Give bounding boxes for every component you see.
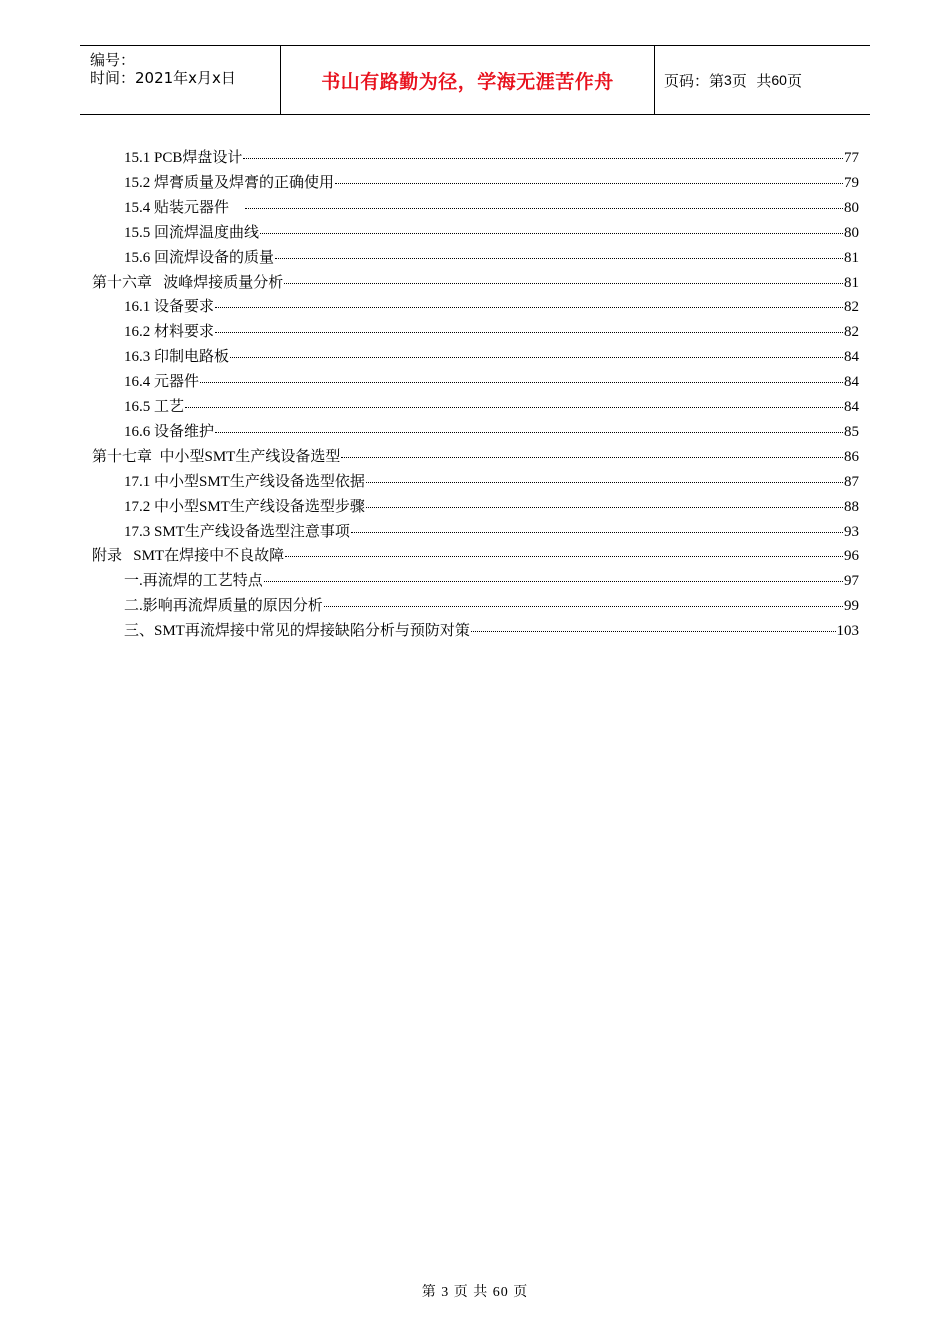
toc-entry-title: 15.4 贴装元器件 (124, 199, 245, 216)
toc-leader-dots (264, 581, 843, 582)
toc-entry[interactable] (124, 569, 859, 591)
toc-leader-dots (335, 183, 843, 184)
toc-entry-page: 96 (844, 548, 859, 565)
toc-entry[interactable] (92, 271, 859, 293)
toc-entry-title: 17.1 中小型SMT生产线设备选型依据 (124, 473, 365, 490)
toc-entry-page: 80 (844, 224, 859, 241)
toc-entry[interactable] (124, 246, 859, 268)
toc-entry[interactable] (92, 544, 859, 566)
toc-entry[interactable] (124, 320, 859, 342)
toc-entry-title: 16.1 设备要求 (124, 299, 215, 316)
page-current: 3 (724, 72, 732, 88)
toc-entry[interactable] (92, 445, 859, 467)
page-footer: 第 3 页 共 60 页 (421, 1285, 529, 1300)
toc-entry-page: 84 (844, 349, 859, 366)
toc-entry-page: 81 (844, 249, 859, 266)
toc-leader-dots (341, 457, 843, 458)
header-page-info (655, 46, 870, 114)
time-label: 时间：2021年x月x日 (90, 69, 236, 87)
toc-leader-dots (284, 283, 843, 284)
toc-leader-dots (185, 407, 843, 408)
toc-entry-title: 15.1 PCB焊盘设计 (124, 150, 243, 166)
toc-leader-dots (215, 307, 843, 308)
toc-entry-title: 17.3 SMT生产线设备选型注意事项 (124, 523, 350, 540)
toc-entry-page: 93 (844, 523, 859, 540)
toc-entry-page: 80 (844, 199, 859, 216)
toc-entry-title: 一.再流焊的工艺特点 (124, 573, 263, 590)
toc-entry-title: 16.2 材料要求 (124, 324, 215, 341)
toc-entry[interactable] (124, 221, 859, 243)
toc-leader-dots (285, 556, 843, 557)
toc-entry[interactable] (124, 345, 859, 367)
toc-entry[interactable] (124, 295, 859, 317)
toc-entry-page: 79 (844, 174, 859, 191)
toc-entry-page: 86 (844, 448, 859, 465)
toc-leader-dots (324, 606, 843, 607)
toc-entry-title: 16.6 设备维护 (124, 423, 215, 440)
toc-entry-page: 84 (844, 374, 859, 391)
toc-entry[interactable] (124, 520, 859, 542)
page-mid: 页 共 (731, 71, 772, 90)
toc-leader-dots (260, 233, 843, 234)
toc-entry-title: 第十六章 波峰焊接质量分析 (92, 274, 284, 291)
toc-entry-title: 15.6 回流焊设备的质量 (124, 249, 275, 266)
number-label: 编号： (90, 51, 136, 69)
page-total: 60 (771, 72, 787, 88)
toc-entry-page: 82 (844, 324, 859, 341)
toc-entry-page: 81 (844, 274, 859, 291)
toc-entry-title: 17.2 中小型SMT生产线设备选型步骤 (124, 498, 365, 515)
header-motto: 书山有路勤为径，学海无涯苦作舟 (281, 46, 655, 114)
toc-entry-title: 附录 SMT在焊接中不良故障 (92, 548, 285, 565)
toc-entry-title: 二.影响再流焊质量的原因分析 (124, 598, 323, 615)
toc-entry-page: 84 (844, 399, 859, 415)
toc-entry[interactable] (124, 196, 859, 218)
toc-entry[interactable] (124, 395, 859, 417)
toc-leader-dots (243, 158, 843, 159)
toc-entry-page: 97 (844, 573, 859, 590)
toc-entry-title: 三、SMT再流焊接中常见的焊接缺陷分析与预防对策 (124, 623, 470, 640)
toc-entry-page: 103 (836, 623, 859, 640)
toc-entry[interactable] (124, 470, 859, 492)
page-suffix: 页 (786, 71, 802, 90)
toc-entry-title: 16.4 元器件 (124, 374, 200, 391)
toc-leader-dots (471, 631, 836, 632)
toc-entry[interactable] (124, 594, 859, 616)
toc-entry[interactable] (124, 370, 859, 392)
toc-leader-dots (245, 208, 843, 209)
toc-entry-page: 87 (844, 473, 859, 490)
toc-entry-title: 15.2 焊膏质量及焊膏的正确使用 (124, 174, 335, 191)
toc-entry[interactable] (124, 495, 859, 517)
toc-entry-page: 77 (844, 150, 859, 166)
toc-entry[interactable] (124, 146, 859, 168)
toc-entry-title: 16.3 印制电路板 (124, 349, 230, 366)
document-header (80, 45, 870, 115)
toc-leader-dots (366, 507, 843, 508)
toc-entry-page: 88 (844, 498, 859, 515)
toc-entry-title: 第十七章 中小型SMT生产线设备选型 (92, 448, 341, 465)
toc-entry-page: 85 (844, 423, 859, 440)
toc-leader-dots (366, 482, 843, 483)
toc-leader-dots (200, 382, 843, 383)
toc-leader-dots (215, 332, 843, 333)
toc-entry[interactable] (124, 171, 859, 193)
toc-entry-page: 99 (844, 598, 859, 615)
toc-entry-title: 15.5 回流焊温度曲线 (124, 224, 260, 241)
toc-leader-dots (215, 432, 843, 433)
page-prefix: 页码：第 (664, 71, 725, 90)
toc-leader-dots (275, 258, 843, 259)
toc-entry-title: 16.5 工艺 (124, 399, 185, 415)
toc-entry-page: 82 (844, 299, 859, 316)
toc-entry[interactable] (124, 420, 859, 442)
header-info-cell (80, 46, 281, 114)
toc-leader-dots (351, 532, 843, 533)
toc-leader-dots (230, 357, 843, 358)
toc-entry[interactable] (124, 619, 859, 641)
